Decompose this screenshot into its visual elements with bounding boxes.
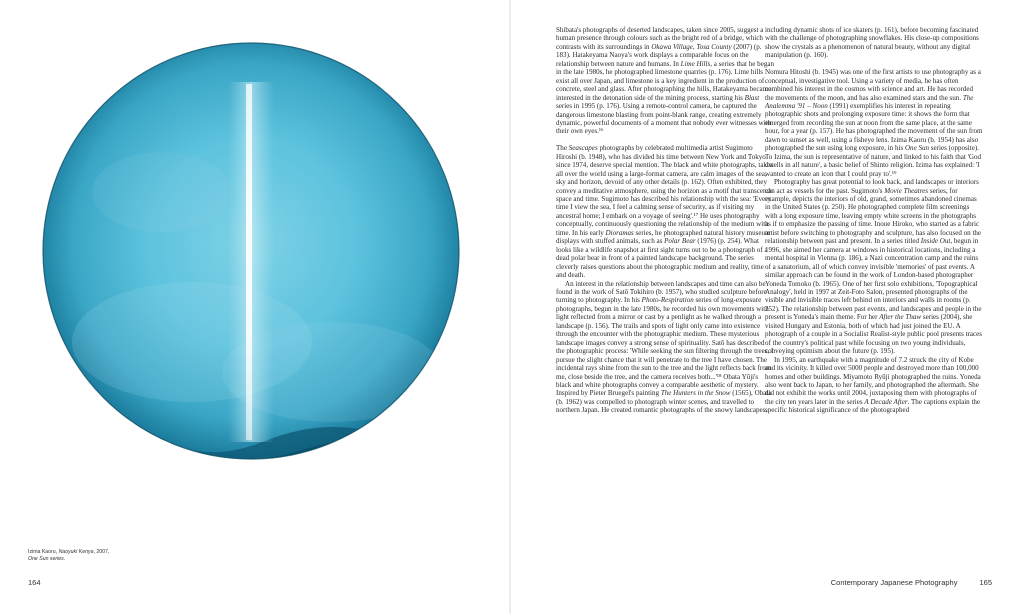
paragraph-text: , begun in 1996, she aimed her camera at windows in historical locations, including a mental hospital in Vienna (p. 186), a Nazi concentration camp and the ruins of a sanatorium, all of which convey invisible 'memories' of past events. A similar approach can be found in the work of London-based photographer Yoneda Tomoko (b. 1965). One of her first solo exhibitions, 'Topographical Analogy', held in 1997 at Zeit-Foto Salon, presented photographs of the visible and invisible traces left behind on interiors and walls in rooms (p. 252). The relationship between past events, and landscapes and people in the present is Yoneda's main theme. For her [765,237,982,322]
italic-title: Seascapes [568,144,598,153]
body-paragraph [556,26,774,136]
body-paragraph [765,356,983,415]
caption-year: , 2007, [93,549,110,555]
body-paragraph [765,178,983,356]
fisheye-sky-image [42,42,460,460]
paragraph-text: (2007) (p. 183). Hatakeyama Naoya's work displays a comparable focus on the relationship between nature and humans. In [556,42,762,68]
paragraph-text: series (opposite). To Izima, the sun is representative of nature, and linked to his faith that 'God dwells in all nature', a basic belief of Shinto religion. Izima has explained: 'I wanted to create an icon that I could pray to'.¹⁹ [765,144,982,178]
sun-trail [246,84,252,440]
paragraph-text: series, for example, depicts the interiors of old, grand, sometimes abandoned cinemas in the United States (p. 250). He photographed complete film screenings with a long exposure time, leaving empty white screens in the photographs as if to emphasize the passing of time. Inoue Hiroko, who started as a fabric artist before switching to photography and sculpture, has also focused on the relationship between past and present. In a series titled [765,186,982,246]
italic-title: The Analemma '91 – Noon [765,93,974,111]
italic-title: A Decade After [864,397,908,406]
paragraph-text: series, he photographed natural history museum displays with stuffed animals, such as [556,228,771,246]
italic-title: Inside Out [920,237,951,246]
caption-title: Naoyuki Kenya [58,549,94,555]
italic-title: Okawa Village, Tosa County [651,42,732,51]
left-page-number: 164 [28,578,41,587]
italic-title: Lime Hills [680,59,711,68]
paragraph-text: (1991) exemplifies his interest in repeating photographic shots and prolonging exposure time: it shows the form that emerged from recording the sun at noon from the same place, at the same hour, for a year (p. 157). He has photographed the movement of the sun from dawn to sunset as well, using a fisheye lens. Izima Kaoru (b. 1954) has also photographed the sun using long exposure, in his [765,102,983,153]
paragraph-text: photographs by celebrated multimedia artist Sugimoto Hiroshi (b. 1948), who has divided his time between New York and Tokyo since 1974, deserve special mention. The black and white photographs, taken all over the world using a large-format camera, are calm images of the sea, sky and horizon, devoid of any other details (p. 162). Often exhibited, they convey a meditative atmosphere, using the horizon as a motif that transcends space and time. Sugimoto has described his relationship with the sea: 'Every time I view the sea, I feel a calming sense of security, as if visiting my ancestral home; I embark on a voyage of seeing'.¹⁷ He uses photography conceptually, continuously questioning the relationship of the medium with time. In his early [556,144,774,237]
paragraph-text: series (2004), she visited Hungary and Estonia, both of which had just joined the EU. A photograph of a couple in a Socialist Realist-style public pool presents traces of the country's political past while focusing on two young individuals, conveying optimism about the future (p. 195). [765,313,983,356]
italic-title: After the Thaw [879,313,922,322]
right-page-number: 165 [979,578,992,587]
paragraph-text: Photography has great potential to look back, and landscapes or interiors can act as vessels for the past. Sugimoto's [765,178,979,195]
paragraph-text: , a series that he began in the late 1980s, he photographed limestone quarries (p. 176). Lime hills exist all over Japan, and limestone is a key ingredient in the production of concrete, steel and glass. After photographing the hills, Hatakeyama became interested in the detonation side of the mining process, starting his [556,59,775,102]
text-column-left [556,26,774,415]
paragraph-text: (1976) (p. 254). What looks like a wildlife snapshot at first sight turns out to be a photograph of a dead polar bear in front of a painted landscape background. The series cleverly raises questions about the photographic medium and reality, time and death. [556,237,768,280]
italic-title: Blast [744,93,760,102]
paragraph-text: Shibata's photographs of deserted landscapes, taken since 2005, suggest a human presence through colours such as the bright red of a bridge, which contrasts with its surroundings in [556,26,764,51]
paragraph-text: . The captions explain the specific historical significance of the photographed [765,397,981,415]
paragraph-text: series in 1995 (p. 176). Using a remote-control camera, he captured the dangerous limestone blasting from point-blank range, creating extremely dynamic, powerful documents of a moment that nobody ever witnesses with their own eyes.¹⁶ [556,102,772,136]
paragraph-text: In 1995, an earthquake with a magnitude of 7.2 struck the city of Kobe and its vicinity. It killed over 5000 people and destroyed more than 100,000 homes and other buildings. Miyamoto Ryūji photographed the ruins. Yoneda also went back to Japan, to her family, and photographed the aftermath. She did not exhibit the works until 2004, juxtaposing them with photographs of the city ten years later in the series [765,355,981,406]
running-head: Contemporary Japanese Photography [830,578,958,587]
italic-title: The Hunters in the Snow [660,389,731,398]
paragraph-text: Nomura Hitoshi (b. 1945) was one of the first artists to use photography as a conceptual, investigative tool. Using a variety of media, he has often combined his interest in the cosmos with science and art. He has recorded the movements of the moon, and has also examined stars and the sun. [765,68,981,102]
body-paragraph [765,26,983,60]
italic-title: Photo-Respiration [641,296,694,305]
body-paragraph [556,280,774,415]
italic-title: Polar Bear [664,237,696,246]
italic-title: Dioramas [605,228,634,237]
paragraph-text: The [556,144,569,153]
right-page-footer [831,578,992,587]
paragraph-text: series of long-exposure photographs, begun in the late 1980s, he recorded his own movements with light reflected from a mirror or cast by a penlight as he walked through a landscape (p. 156). The trails and spots of light only came into existence through the encounter with the photographic medium. These mysterious landscape images convey a strong sense of spirituality. Satō has described the photographic process: 'While seeking the sun filtering through the trees, I pursue the slight chance that it will penetrate to the tree I have chosen. The incidental rays shine from the sun to the tree and the light reflects back from me, close beside the tree, and the camera receives both...'¹⁸ Obata Yūji's black and white photographs convey a comparable aesthetic of mystery. Inspired by Pieter Bruegel's painting [556,296,774,398]
caption-text: Izima Kaoru, [28,549,59,555]
italic-title: One Sun [904,144,930,153]
italic-title: Movie Theatres [884,186,929,195]
caption-series: One Sun series. [28,556,66,562]
one-sun-photograph [42,42,460,460]
body-paragraph [765,68,983,178]
text-column-right [765,26,983,415]
photo-caption [28,549,148,563]
body-paragraph [556,144,774,279]
paragraph-text: including dynamic shots of ice skaters (p. 161), before becoming fascinated with the challenge of photographing snowflakes. His close-up compositions show the crystals as a phenomenon of natural beauty, without any digital manipulation (p. 160). [765,26,979,60]
paragraph-text: An interest in the relationship between landscapes and time can also be found in the work of Satō Tokihiro (b. 1957), who studied sculpture before turning to photography. In his [556,279,767,305]
page-gutter [509,0,511,614]
paragraph-text: (1565), Obata (b. 1962) was compelled to photograph winter scenes, and travelled to northern Japan. He created romantic photographs of the snowy landscapes, [556,389,772,415]
